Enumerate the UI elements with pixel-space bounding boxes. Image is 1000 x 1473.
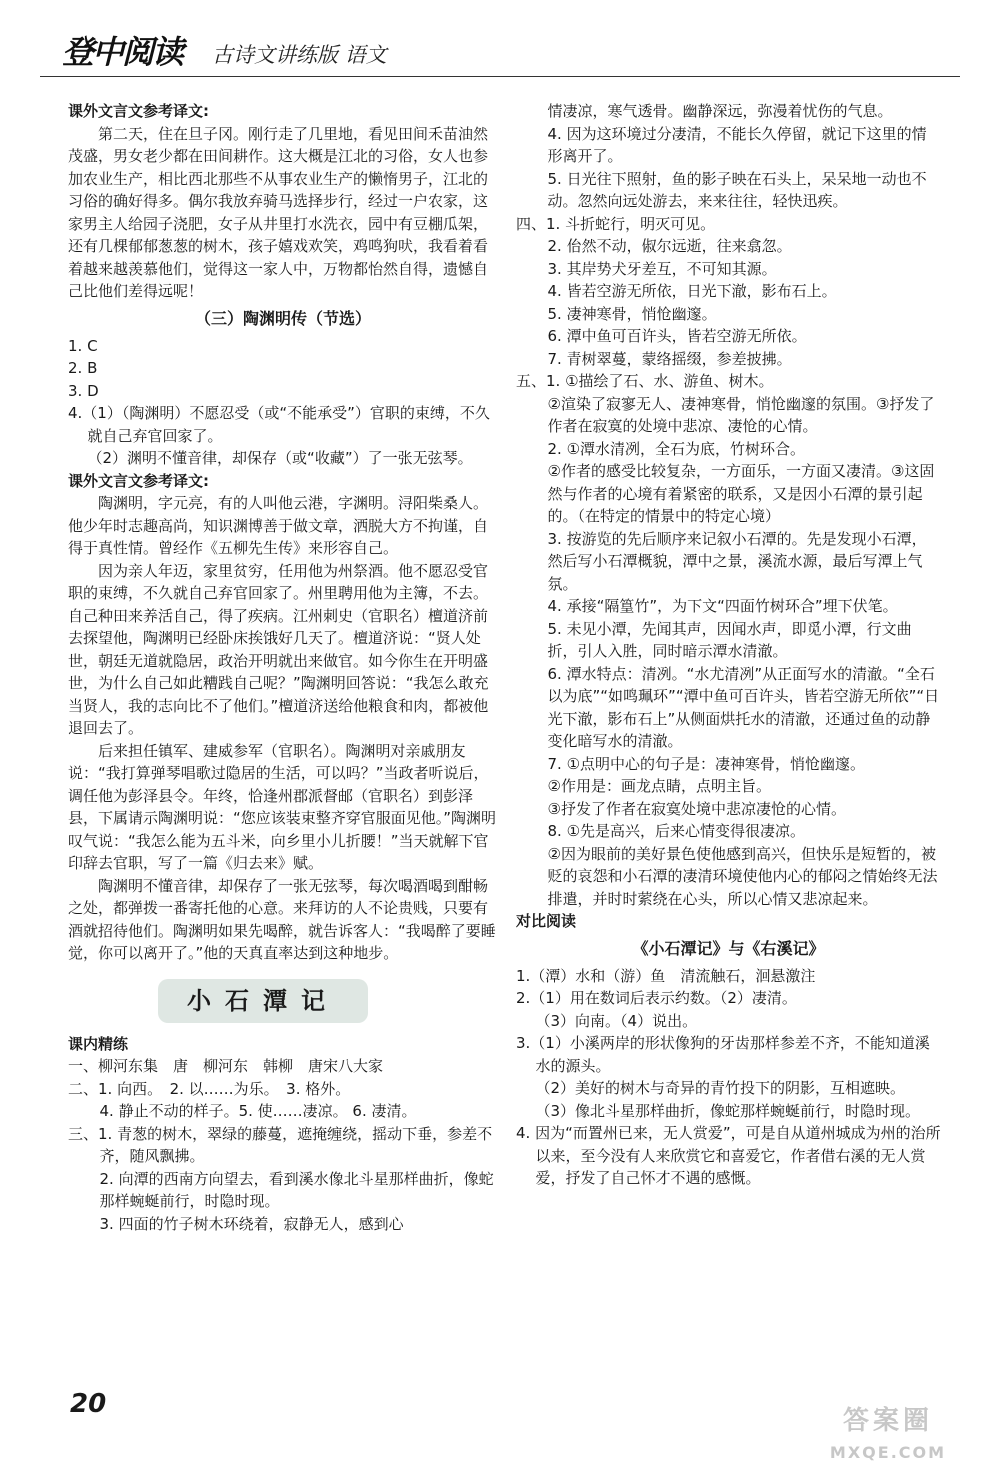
answer-item: 2.（1）用在数词后表示约数。（2）凄清。 <box>516 989 797 1007</box>
answer-item: 二、1. 向西。 2. 以……为乐。 3. 格外。 <box>68 1079 351 1098</box>
translation-paragraph: 第二天，住在旦子冈。刚行走了几里地，看见田间禾苗油然茂盛，男女老少都在田间耕作。这大概是江北的习俗，女人也参加农业生产，相比西北那些不从事农业生产的懒惰男子，江北的习俗的确好得多。偶尔我放弃骑马选择步行，经过一户农家，这家男主人给园子浇肥，女子从井里打水洗衣，园中有豆棚瓜架，还有几棵郁郁葱葱的树木，孩子嬉戏欢笑，鸡鸣狗吠，我看着看着越来越羡慕他们，觉得这一家人中，万物都怡然自得，遗憾自己比他们差得远呢！ <box>68 124 489 300</box>
left-column <box>68 100 498 1400</box>
answer-item: ②渲染了寂寥无人、凄神寒骨，悄怆幽邃的氛围。③抒发了作者在寂寞的处境中悲凉、凄怆的心情。 <box>547 394 935 435</box>
answer-item: 6. 潭中鱼可百许头，皆若空游无所依。 <box>547 327 807 345</box>
answer-item: 4. 皆若空游无所依，日光下澈，影布石上。 <box>547 282 837 300</box>
answer-item: 3. 按游览的先后顺序来记叙小石潭的。先是发现小石潭，然后写小石潭概貌，潭中之景，溪流水源，最后写潭上气氛。 <box>547 529 927 593</box>
answer-item: 5. 未见小潭，先闻其声，因闻水声，即觅小潭，行文曲折，引人入胜，同时暗示潭水清澈。 <box>547 619 912 660</box>
watermark-url: MXQE.COM <box>829 1443 947 1462</box>
answer-item: 4. 因为这环境过分凄清，不能长久停留，就记下这里的情形离开了。 <box>547 124 927 165</box>
answer-item: （3）像北斗星那样曲折，像蛇那样蜿蜒前行，时隐时现。 <box>535 1101 921 1120</box>
answer-item: ③抒发了作者在寂寞处境中悲凉凄怆的心情。 <box>547 799 846 818</box>
translation-paragraph: 陶渊明，字元亮，有的人叫他云港，字渊明。浔阳柴桑人。他少年时志趣高尚，知识渊博善于做文章，洒脱大方不拘谨，自得于真性情。曾经作《五柳先生传》来形容自己。 <box>68 494 489 557</box>
section-title: 《小石潭记》与《右溪记》 <box>632 938 825 958</box>
answer-item: 五、1. ①描绘了石、水、游鱼、树木。 <box>516 372 774 390</box>
answer-item: 6. 潭水特点：清冽。“水尤清冽”从正面写水的清澈。“全石以为底”“如鸣珮环”“潭中鱼可百许头，皆若空游无所依”“日光下澈，影布石上”从侧面烘托水的清澈，还通过鱼的动静变化暗写水的清澈。 <box>547 664 940 750</box>
answer-item: 8. ①先是高兴，后来心情变得很凄凉。 <box>547 822 806 840</box>
lesson-title-banner: 小石潭记 <box>158 979 368 1023</box>
answer-item: 1.（潭）水和（游）鱼 清流触石，洄悬激注 <box>516 966 816 985</box>
answer-item: 4. 承接“隔篁竹”，为下文“四面竹树环合”埋下伏笔。 <box>547 597 898 615</box>
answer-item: （2）美好的树木与奇异的青竹投下的阴影，互相遮映。 <box>535 1079 906 1097</box>
right-column <box>516 100 941 1400</box>
answer-item: 5. 凄神寒骨，悄怆幽邃。 <box>547 304 717 323</box>
answer-item: （2）渊明不懂音律，却保存（或“收藏”）了一张无弦琴。 <box>87 449 473 467</box>
answer-item: 2. 向潭的西南方向望去，看到溪水像北斗星那样曲折，像蛇那样蜿蜒前行，时隐时现。 <box>99 1169 494 1210</box>
answer-item: 3. 其岸势犬牙差互，不可知其源。 <box>547 259 777 278</box>
section-heading: 课外文言文参考译文: <box>68 102 209 120</box>
book-series-title: 古诗文讲练版 语文 <box>212 43 387 67</box>
translation-paragraph: 因为亲人年迈，家里贫穷，任用他为州祭酒。他不愿忍受官职的束缚，不久就自己弃官回家了。州里聘用他为主簿，不去。自己种田来养活自己，得了疾病。江州刺史（官职名）檀道济前去探望他，陶渊明已经卧床挨饿好几天了。檀道济说：“贤人处世，朝廷无道就隐居，政治开明就出来做官。如今你生在开明盛世，为什么自己如此糟践自己呢？”陶渊明回答说：“我怎么敢充当贤人，我的志向比不了他们。”檀道济送给他粮食和肉，都被他退回去了。 <box>68 561 489 737</box>
answer-item: 三、1. 青葱的树木，翠绿的藤蔓，遮掩缠绕，摇动下垂，参差不齐，随风飘拂。 <box>68 1124 493 1165</box>
answer-item: 3. D <box>68 381 99 400</box>
answer-item: 7. ①点明中心的句子是：凄神寒骨，悄怆幽邃。 <box>547 754 866 773</box>
answer-item: 7. 青树翠蔓，蒙络摇缀，参差披拂。 <box>547 349 792 368</box>
answer-item: 2. 佁然不动，俶尔远逝，往来翕忽。 <box>547 237 792 255</box>
section-title: （三）陶渊明传（节选） <box>194 308 371 328</box>
book-logo: 登中阅读 <box>62 33 183 71</box>
answer-item: 3. 四面的竹子树木环绕着，寂静无人，感到心 <box>99 1214 404 1233</box>
watermark-text: 答案圈 <box>842 1406 933 1436</box>
section-heading: 课内精练 <box>68 1034 129 1053</box>
answer-item: 四、1. 斗折蛇行，明灭可见。 <box>516 214 716 233</box>
answer-item: （3）向南。（4）说出。 <box>535 1011 698 1030</box>
answer-item: 情凄凉，寒气透骨。幽静深远，弥漫着忧伤的气息。 <box>547 102 893 120</box>
page-number: 20 <box>70 1389 107 1419</box>
answer-item: 1. C <box>68 336 98 355</box>
answer-item: 4. 静止不动的样子。5. 使……凄凉。 6. 凄清。 <box>99 1102 417 1120</box>
answer-item: ②作者的感受比较复杂，一方面乐，一方面又凄清。③这固然与作者的心境有着紧密的联系，又是因小石潭的景引起的。（在特定的情景中的特定心境） <box>547 462 935 525</box>
site-watermark <box>808 1402 968 1462</box>
section-heading: 对比阅读 <box>516 912 577 930</box>
answer-item: 4. 因为“而置州已来，无人赏爱”，可是自从道州城成为州的治所以来，至今没有人来欣赏它和喜爱它，作者借右溪的无人赏爱，抒发了自己怀才不遇的感慨。 <box>516 1124 941 1187</box>
answer-item: 2. B <box>68 359 98 377</box>
answer-item: 一、柳河东集 唐 柳河东 韩柳 唐宋八大家 <box>68 1057 384 1075</box>
page-header <box>40 28 960 77</box>
answer-item: 4.（1）（陶渊明）不愿忍受（或“不能承受”）官职的束缚，不久就自己弃官回家了。 <box>68 404 490 445</box>
answer-item: ②作用是：画龙点睛，点明主旨。 <box>547 777 771 795</box>
translation-paragraph: 后来担任镇军、建威参军（官职名）。陶渊明对亲戚朋友说：“我打算弹琴唱歌过隐居的生活，可以吗？”当政者听说后，调任他为彭泽县令。年终，恰逢州郡派督邮（官职名）到彭泽县，下属请示陶渊明说：“您应该装束整齐穿官服面见他。”陶渊明叹气说：“我怎么能为五斗米，向乡里小儿折腰！”当天就解下官印辞去官职，写了一篇《归去来》赋。 <box>68 741 497 872</box>
answer-item: 5. 日光往下照射，鱼的影子映在石头上，呆呆地一动也不动。忽然向远处游去，来来往往，轻快迅疾。 <box>547 169 927 210</box>
section-heading: 课外文言文参考译文: <box>68 471 209 490</box>
answer-item: 2. ①潭水清冽，全石为底，竹树环合。 <box>547 439 806 458</box>
answer-item: 3.（1）小溪两岸的形状像狗的牙齿那样参差不齐，不能知道溪水的源头。 <box>516 1034 930 1075</box>
answer-item: ②因为眼前的美好景色使他感到高兴，但快乐是短暂的，被贬的哀怨和小石潭的凄清环境使他内心的郁闷之情始终无法排遣，并时时萦绕在心头，所以心情又悲凉起来。 <box>547 844 938 908</box>
translation-paragraph: 陶渊明不懂音律，却保存了一张无弦琴，每次喝酒喝到酣畅之处，都弹拨一番寄托他的心意。来拜访的人不论贵贱，只要有酒就招待他们。陶渊明如果先喝醉，就告诉客人：“我喝醉了要睡觉，你可以离开了。”他的天真直率达到这种地步。 <box>68 876 496 962</box>
